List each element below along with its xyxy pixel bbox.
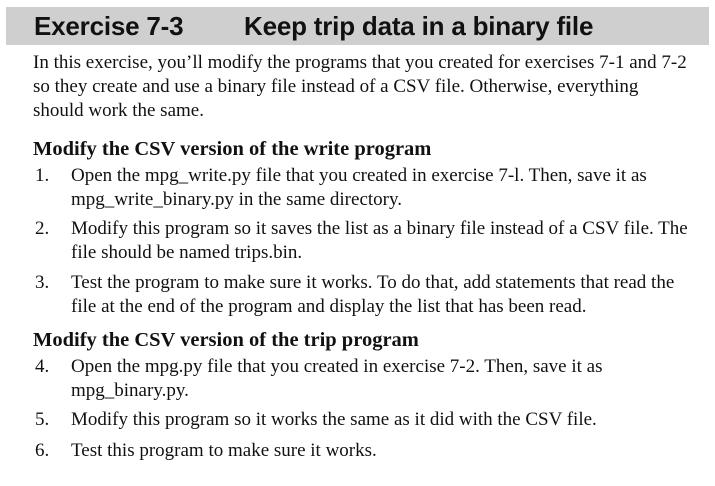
step-text: Test the program to make sure it works. To do that, add statements that read the file at the end of the program and display the list that has been read. [71, 272, 675, 317]
step-number: 5. [35, 409, 50, 430]
step-number: 2. [35, 218, 50, 239]
section-heading-trip-program: Modify the CSV version of the trip program [33, 329, 419, 351]
step-text: Modify this program so it saves the list as a binary file instead of a CSV file. The file should be named trips.bin. [71, 218, 688, 263]
step-text: Modify this program so it works the same as it did with the CSV file. [71, 409, 597, 430]
intro-paragraph: In this exercise, you’ll modify the programs that you created for exercises 7-1 and 7-2 so they create and use a binary file instead of a CSV file. Otherwise, everything should work the same. [33, 52, 687, 121]
exercise-title: Keep trip data in a binary file [244, 11, 594, 41]
step-text: Open the mpg_write.py file that you created in exercise 7-l. Then, save it as mpg_write_binary.py in the same directory. [71, 165, 647, 210]
step-text: Open the mpg.py file that you created in exercise 7-2. Then, save it as mpg_binary.py. [71, 356, 603, 401]
exercise-title-bar [6, 7, 709, 45]
step-number: 4. [35, 356, 50, 377]
step-text: Test this program to make sure it works. [71, 440, 377, 461]
exercise-number: Exercise 7-3 [34, 11, 184, 41]
step-number: 3. [35, 272, 50, 293]
step-number: 6. [35, 440, 50, 461]
section-heading-write-program: Modify the CSV version of the write program [33, 138, 432, 160]
step-number: 1. [35, 165, 50, 186]
